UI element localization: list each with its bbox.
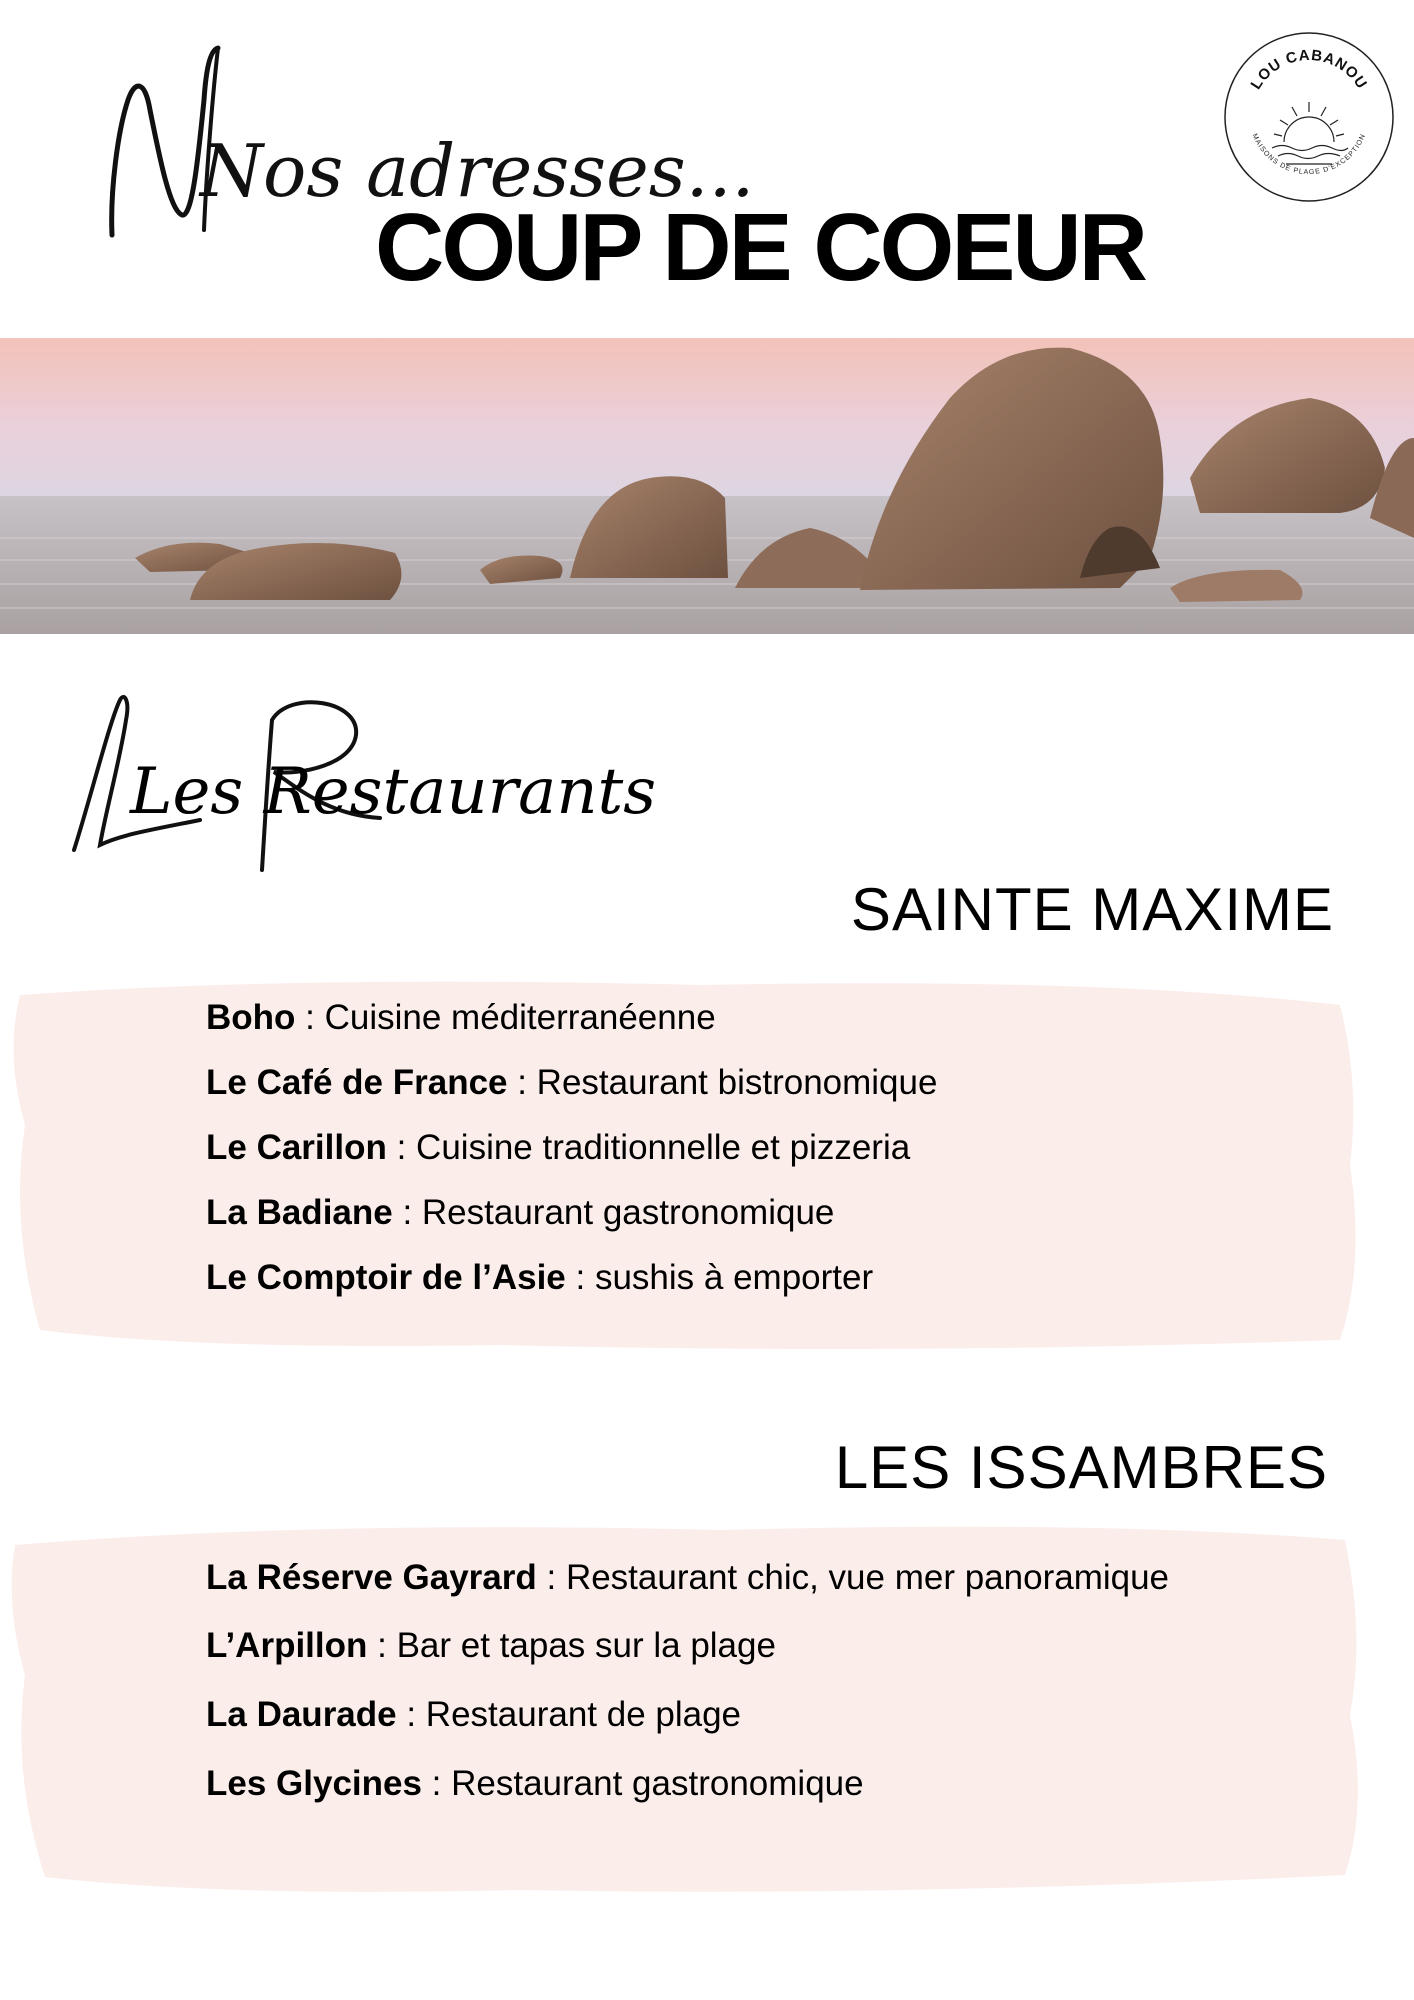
logo-name: LOU CABANOU: [1247, 46, 1371, 93]
restaurant-name: Le Comptoir de l’Asie: [206, 1258, 566, 1297]
list-item: [206, 1000, 716, 1035]
section-heading: [60, 680, 700, 890]
list-item: [206, 1195, 834, 1230]
sunset-over-waves-icon: [1272, 102, 1348, 164]
restaurant-desc: : Restaurant bistronomique: [507, 1063, 938, 1102]
restaurant-name: Les Glycines: [206, 1764, 422, 1803]
city-heading-les-issambres: LES ISSAMBRES: [834, 1434, 1328, 1501]
list-item: [206, 1560, 1169, 1595]
svg-text:LOU CABANOU: [1247, 47, 1370, 93]
restaurant-name: La Daurade: [206, 1695, 397, 1734]
seascape-banner: [0, 338, 1414, 634]
svg-text:MAISONS DE PLAGE D'EXCEPTION: [1251, 133, 1368, 176]
restaurant-desc: : Restaurant chic, vue mer panoramique: [536, 1558, 1170, 1597]
restaurant-desc: : sushis à emporter: [565, 1258, 874, 1297]
list-item: [206, 1766, 864, 1801]
page-title: COUP DE COEUR: [374, 194, 1145, 301]
restaurant-name: La Réserve Gayrard: [206, 1558, 537, 1597]
restaurant-desc: : Restaurant gastronomique: [392, 1193, 835, 1232]
city-heading-sainte-maxime: SAINTE MAXIME: [850, 876, 1334, 943]
rocks-seascape-photo: [0, 338, 1414, 634]
list-item: [206, 1260, 873, 1295]
list-item: [206, 1628, 776, 1663]
logo-tagline: MAISONS DE PLAGE D'EXCEPTION: [1250, 132, 1368, 177]
restaurant-desc: : Restaurant de plage: [396, 1695, 742, 1734]
brand-logo: [1222, 30, 1396, 204]
list-item: [206, 1065, 937, 1100]
restaurant-name: Le Café de France: [206, 1063, 508, 1102]
list-item: [206, 1697, 741, 1732]
section-heading-text: Les Restaurants: [130, 755, 657, 829]
restaurant-desc: : Cuisine traditionnelle et pizzeria: [386, 1128, 911, 1167]
restaurant-desc: : Cuisine méditerranéenne: [295, 998, 716, 1037]
restaurant-name: Boho: [206, 998, 296, 1037]
script-heading-text: Nos adresses...: [200, 129, 755, 213]
restaurant-name: L’Arpillon: [206, 1626, 368, 1665]
restaurant-name: La Badiane: [206, 1193, 393, 1232]
restaurant-name: Le Carillon: [206, 1128, 387, 1167]
list-item: [206, 1130, 910, 1165]
restaurant-desc: : Restaurant gastronomique: [421, 1764, 864, 1803]
restaurant-desc: : Bar et tapas sur la plage: [367, 1626, 776, 1665]
